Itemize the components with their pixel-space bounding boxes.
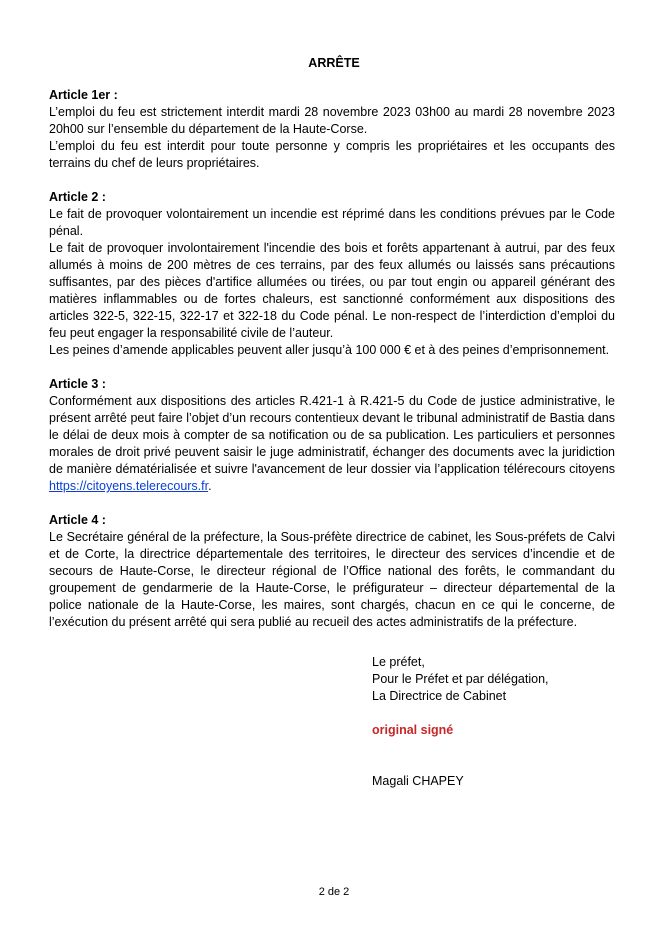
article-paragraph: Le fait de provoquer involontairement l'incendie des bois et forêts appartenant à autrui, par des feux allumés à moins de 200 mètres de ces terrains, par des feux allumés ou laissés sans précautions suffisantes, par des pièces d'artifice allumées ou tirées, ou par tout engin ou appareil générant des matières inflammables ou de fortes chaleurs, est sanctionné conformément aux dispositions des articles 322-5, 322-15, 322-17 et 322-18 du Code pénal. Le non-respect de l’interdiction d’emploi du feu peut engager la responsabilité civile de l’auteur.	[49, 241, 615, 340]
article-4	[49, 512, 615, 631]
article-heading: Article 4 :	[49, 513, 106, 527]
article-1	[49, 87, 615, 172]
signed-mention: original signé	[372, 723, 454, 737]
page-number: 2 de 2	[318, 886, 350, 898]
signature-block	[372, 654, 632, 790]
document-title: ARRÊTE	[308, 56, 360, 70]
telerecours-link[interactable]: https://citoyens.telerecours.fr	[49, 479, 209, 493]
signature-line: La Directrice de Cabinet	[372, 689, 507, 703]
article-3	[49, 376, 615, 495]
article-paragraph: L’emploi du feu est interdit pour toute personne y compris les propriétaires et les occupants des terrains du chef de leurs propriétaires.	[49, 139, 615, 170]
signature-line: Le préfet,	[372, 655, 425, 669]
signer-name: Magali CHAPEY	[372, 774, 464, 788]
article-text: Conformément aux dispositions des articles R.421-1 à R.421-5 du Code de justice administrative, le présent arrêté peut faire l’objet d’un recours contentieux devant le tribunal administratif de Bastia dans le délai de deux mois à compter de sa notification ou de sa publication. Les particuliers et personnes morales de droit privé peuvent saisir le juge administratif, échanger des documents avec la juridiction de manière dématérialisée et suivre l'avancement de leur dossier via l’application télérecours citoyens	[49, 394, 615, 476]
article-paragraph: Le fait de provoquer volontairement un incendie est réprimé dans les conditions prévues par le Code pénal.	[49, 207, 615, 238]
article-heading: Article 3 :	[49, 377, 106, 391]
article-paragraph: Les peines d’amende applicables peuvent aller jusqu’à 100 000 € et à des peines d’emprisonnement.	[49, 343, 610, 357]
article-heading: Article 1er :	[49, 88, 118, 102]
article-paragraph: Le Secrétaire général de la préfecture, la Sous-préfète directrice de cabinet, les Sous-préfets de Calvi et de Corte, la directrice départementale des territoires, le directeur des services d’incendie et de secours de Haute-Corse, le directeur régional de l’Office national des forêts, le commandant du groupement de gendarmerie de la Haute-Corse, le préfigurateur – directeur départemental de la police nationale de la Haute-Corse, les maires, sont chargés, chacun en ce qui le concerne, de l’exécution du présent arrêté qui sera publié au recueil des actes administratifs de la préfecture.	[49, 530, 615, 629]
article-paragraph	[49, 393, 615, 495]
signature-line: Pour le Préfet et par délégation,	[372, 672, 549, 686]
article-text: .	[208, 479, 212, 493]
article-paragraph: L’emploi du feu est strictement interdit mardi 28 novembre 2023 03h00 au mardi 28 novembre 2023 20h00 sur l’ensemble du département de la Haute-Corse.	[49, 105, 615, 136]
article-heading: Article 2 :	[49, 190, 106, 204]
document-body	[49, 87, 615, 648]
article-2	[49, 189, 615, 359]
